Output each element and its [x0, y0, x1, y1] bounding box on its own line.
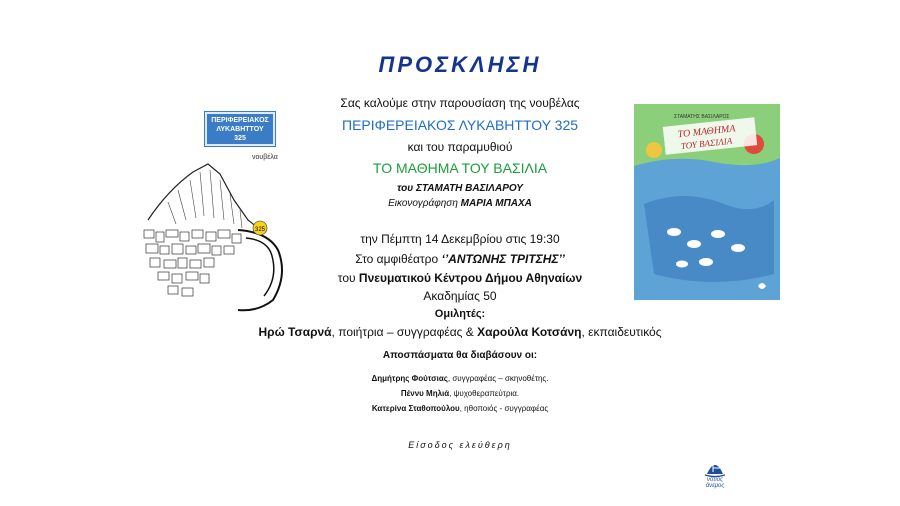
reader-role: , ηθοποιός - συγγραφέας [459, 404, 549, 413]
sign-line: ΛΥΚΑΒΗΤΤΟΥ [216, 126, 264, 133]
speaker2-name: Χαρούλα Κοτσάνη [477, 325, 582, 339]
publisher-name-line2: άνεμος [705, 483, 725, 489]
sign-line: 325 [234, 135, 246, 142]
reader-item [200, 389, 720, 398]
venue-center: Πνευματικού Κέντρου Δήμου Αθηναίων [358, 271, 583, 285]
novel-title: ΠΕΡΙΦΕΡΕΙΑΚΟΣ ΛΥΚΑΒΗΤΤΟΥ 325 [341, 117, 579, 133]
cover-title-line1: ΤΟ ΜΑΘΗΜΑ [677, 123, 736, 141]
invitation-title: ΠΡΟΣΚΛΗΣΗ [378, 52, 542, 77]
speaker2-role: , εκπαιδευτικός [581, 325, 662, 339]
reader-name: Κατερίνα Σταθοπούλου [371, 404, 460, 413]
speakers-heading: Ομιλητές: [434, 308, 486, 320]
street-sign [205, 112, 275, 146]
speakers-line [200, 325, 720, 339]
speaker1-name: Ηρώ Τσαρνά [258, 325, 332, 339]
reader-name: Δημήτρης Φούτσιας [371, 374, 448, 383]
publisher-logo-icon [703, 452, 727, 478]
map-marker-label: 325 [254, 227, 266, 233]
reader-role: , συγγραφέας – σκηνοθέτης. [447, 374, 549, 383]
reader-role: , ψυχοθεραπεύτρια. [449, 389, 520, 398]
venue-name: ‘’ΑΝΤΩΝΗΣ ΤΡΙΤΣΗΣ’’ [441, 252, 565, 266]
sign-line: ΠΕΡΙΦΕΡΕΙΑΚΟΣ [211, 117, 269, 124]
author-line: του ΣΤΑΜΑΤΗ ΒΑΣΙΛΑΡΟΥ [397, 183, 523, 194]
reader-name: Πέννυ Μηλιά [400, 389, 450, 398]
tale-intro-line: και του παραμυθιού [407, 140, 513, 154]
tale-title: ΤΟ ΜΑΘΗΜΑ ΤΟΥ ΒΑΣΙΛΙΑ [372, 160, 548, 176]
reader-item [200, 374, 720, 383]
illustrator-name: ΜΑΡΙΑ ΜΠΑΧΑ [460, 198, 532, 209]
publisher-logo-text [700, 477, 730, 489]
speaker1-role: , ποιήτρια – συγγραφέας & [331, 325, 478, 339]
venue-prefix: Στο αμφιθέατρο [355, 252, 442, 266]
intro-line: Σας καλούμε στην παρουσίαση της νουβέλας [340, 96, 580, 110]
publisher-name-line1: νότιος [706, 477, 724, 483]
venue-line2-prefix: του [337, 271, 359, 285]
reader-item [200, 404, 720, 413]
cover-author: ΣΤΑΜΑΤΗΣ ΒΑΣΙΛΑΡΟΣ [674, 114, 730, 120]
address: Ακαδημίας 50 [423, 289, 497, 303]
lycabettus-illustration [138, 160, 308, 320]
novel-subtitle: νουβέλα [252, 154, 278, 161]
readers-heading: Αποσπάσματα θα διαβάσουν οι: [382, 350, 538, 361]
event-date: την Πέμπτη 14 Δεκεμβρίου στις 19:30 [360, 232, 560, 246]
illustration-prefix: Εικονογράφηση [388, 198, 461, 209]
free-entry: Είσοδος ελεύθερη [408, 440, 512, 450]
cover-title-line2: ΤΟΥ ΒΑΣΙΛΙΑ [680, 135, 733, 152]
book-cover [634, 104, 780, 300]
